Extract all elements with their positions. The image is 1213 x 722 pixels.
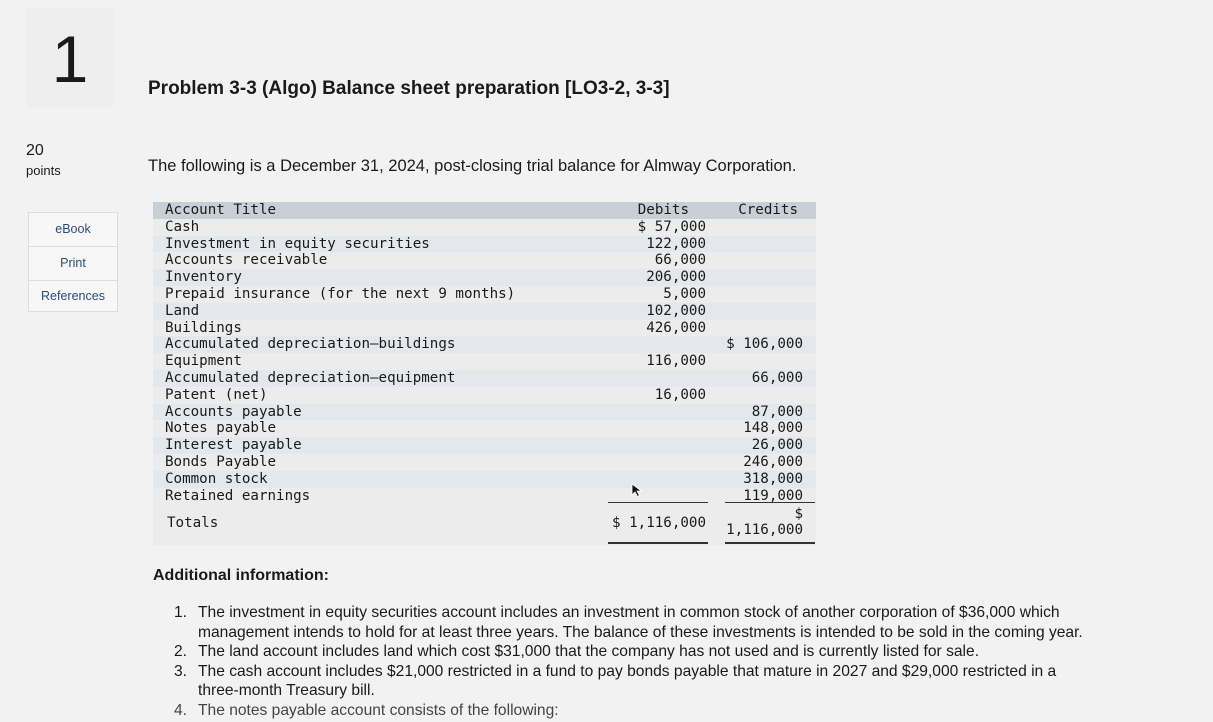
problem-intro: The following is a December 31, 2024, post-closing trial balance for Almway Corporation. <box>148 157 797 175</box>
totals-label: Totals <box>167 515 219 531</box>
account-title: Bonds Payable <box>165 454 277 470</box>
debit-amount: 102,000 <box>646 302 706 319</box>
debit-amount: 66,000 <box>654 252 706 269</box>
credit-total-rule <box>725 542 815 544</box>
print-link[interactable]: Print <box>29 247 117 281</box>
list-item-text: The cash account includes $21,000 restricted in a fund to pay bonds payable that mature in 2027 and $29,000 restricted in a <box>198 662 1057 680</box>
list-item-text: The investment in equity securities account includes an investment in common stock of another corporation of $36,000 which <box>198 604 1060 621</box>
credit-amount: $ 106,000 <box>726 336 803 353</box>
list-item <box>174 642 1204 662</box>
credit-amount: 87,000 <box>751 403 803 420</box>
list-item-number: 4. <box>174 701 188 719</box>
account-title: Inventory <box>165 269 242 286</box>
list-item-text: The notes payable account consists of the following: <box>198 701 559 719</box>
account-title: Prepaid insurance (for the next 9 months) <box>165 286 516 302</box>
table-header-row <box>153 202 816 219</box>
debit-amount: $ 57,000 <box>637 218 706 235</box>
debit-amount: 122,000 <box>646 235 706 252</box>
points-label: points <box>26 163 61 178</box>
ebook-link[interactable]: eBook <box>29 213 117 247</box>
account-title: Retained earnings <box>165 487 311 504</box>
account-title: Accounts payable <box>165 403 302 420</box>
list-item-number: 2. <box>174 643 188 661</box>
account-title-header: Account Title <box>165 202 277 218</box>
credit-amount: 318,000 <box>743 470 803 487</box>
list-item-number: 1. <box>174 604 188 621</box>
credit-amount: 66,000 <box>751 370 803 386</box>
credit-amount: 246,000 <box>743 454 803 470</box>
trial-balance-table <box>153 202 816 545</box>
table-row <box>153 370 816 387</box>
table-row <box>153 320 816 337</box>
credit-amount: 26,000 <box>751 437 803 454</box>
credits-header: Credits <box>738 202 798 218</box>
account-title: Buildings <box>165 319 242 336</box>
account-title: Land <box>165 302 200 319</box>
table-row <box>153 219 816 236</box>
debit-amount: 116,000 <box>646 353 706 370</box>
account-title: Investment in equity securities <box>165 235 430 252</box>
table-row <box>153 286 816 303</box>
list-item-number: 3. <box>174 662 188 680</box>
totals-credit-sign: $ <box>794 506 803 522</box>
debit-amount: 5,000 <box>663 286 706 302</box>
list-item-text: The land account includes land which cost $31,000 that the company has not used and is currently listed for sale. <box>198 643 980 661</box>
table-row <box>153 252 816 269</box>
account-title: Accumulated depreciation—equipment <box>165 370 456 386</box>
list-item <box>174 662 1204 701</box>
references-link[interactable]: References <box>41 289 105 303</box>
account-title: Notes payable <box>165 420 277 437</box>
resource-links <box>28 212 118 312</box>
credit-amount: 148,000 <box>743 420 803 437</box>
account-title: Equipment <box>165 353 242 370</box>
list-item-text: three-month Treasury bill. <box>198 682 375 700</box>
debit-amount: 16,000 <box>654 386 706 403</box>
list-item-text: management intends to hold for at least three years. The balance of these investments is intended to be sold in the coming year. <box>198 623 1083 641</box>
account-title: Patent (net) <box>165 386 268 403</box>
table-row <box>153 336 816 353</box>
table-row <box>153 454 816 471</box>
question-number-box <box>26 8 114 108</box>
list-item <box>174 603 1204 642</box>
account-title: Accounts receivable <box>165 252 328 269</box>
table-row <box>153 387 816 404</box>
points-value: 20 <box>26 142 44 159</box>
table-row <box>153 404 816 421</box>
mouse-cursor-icon <box>631 483 643 497</box>
question-number: 1 <box>51 22 89 96</box>
account-title: Cash <box>165 218 200 235</box>
debit-amount: 206,000 <box>646 269 706 286</box>
totals-credit: 1,116,000 <box>726 522 803 538</box>
table-row <box>153 353 816 370</box>
account-title: Common stock <box>165 470 268 487</box>
list-item <box>174 701 1204 721</box>
totals-debit: $ 1,116,000 <box>612 515 706 531</box>
debit-total-rule <box>608 542 708 544</box>
table-row <box>153 471 816 488</box>
credit-amount: 119,000 <box>743 487 803 504</box>
table-row <box>153 236 816 253</box>
debit-amount: 426,000 <box>646 319 706 336</box>
table-row <box>153 303 816 320</box>
additional-info-list <box>174 603 1204 721</box>
account-title: Accumulated depreciation—buildings <box>165 336 456 353</box>
additional-info-heading: Additional information: <box>153 567 329 584</box>
table-row <box>153 420 816 437</box>
table-row <box>153 437 816 454</box>
problem-title: Problem 3-3 (Algo) Balance sheet preparation [LO3-2, 3-3] <box>148 78 670 99</box>
table-row <box>153 488 816 505</box>
table-row <box>153 269 816 286</box>
debits-header: Debits <box>637 202 689 218</box>
account-title: Interest payable <box>165 437 302 454</box>
